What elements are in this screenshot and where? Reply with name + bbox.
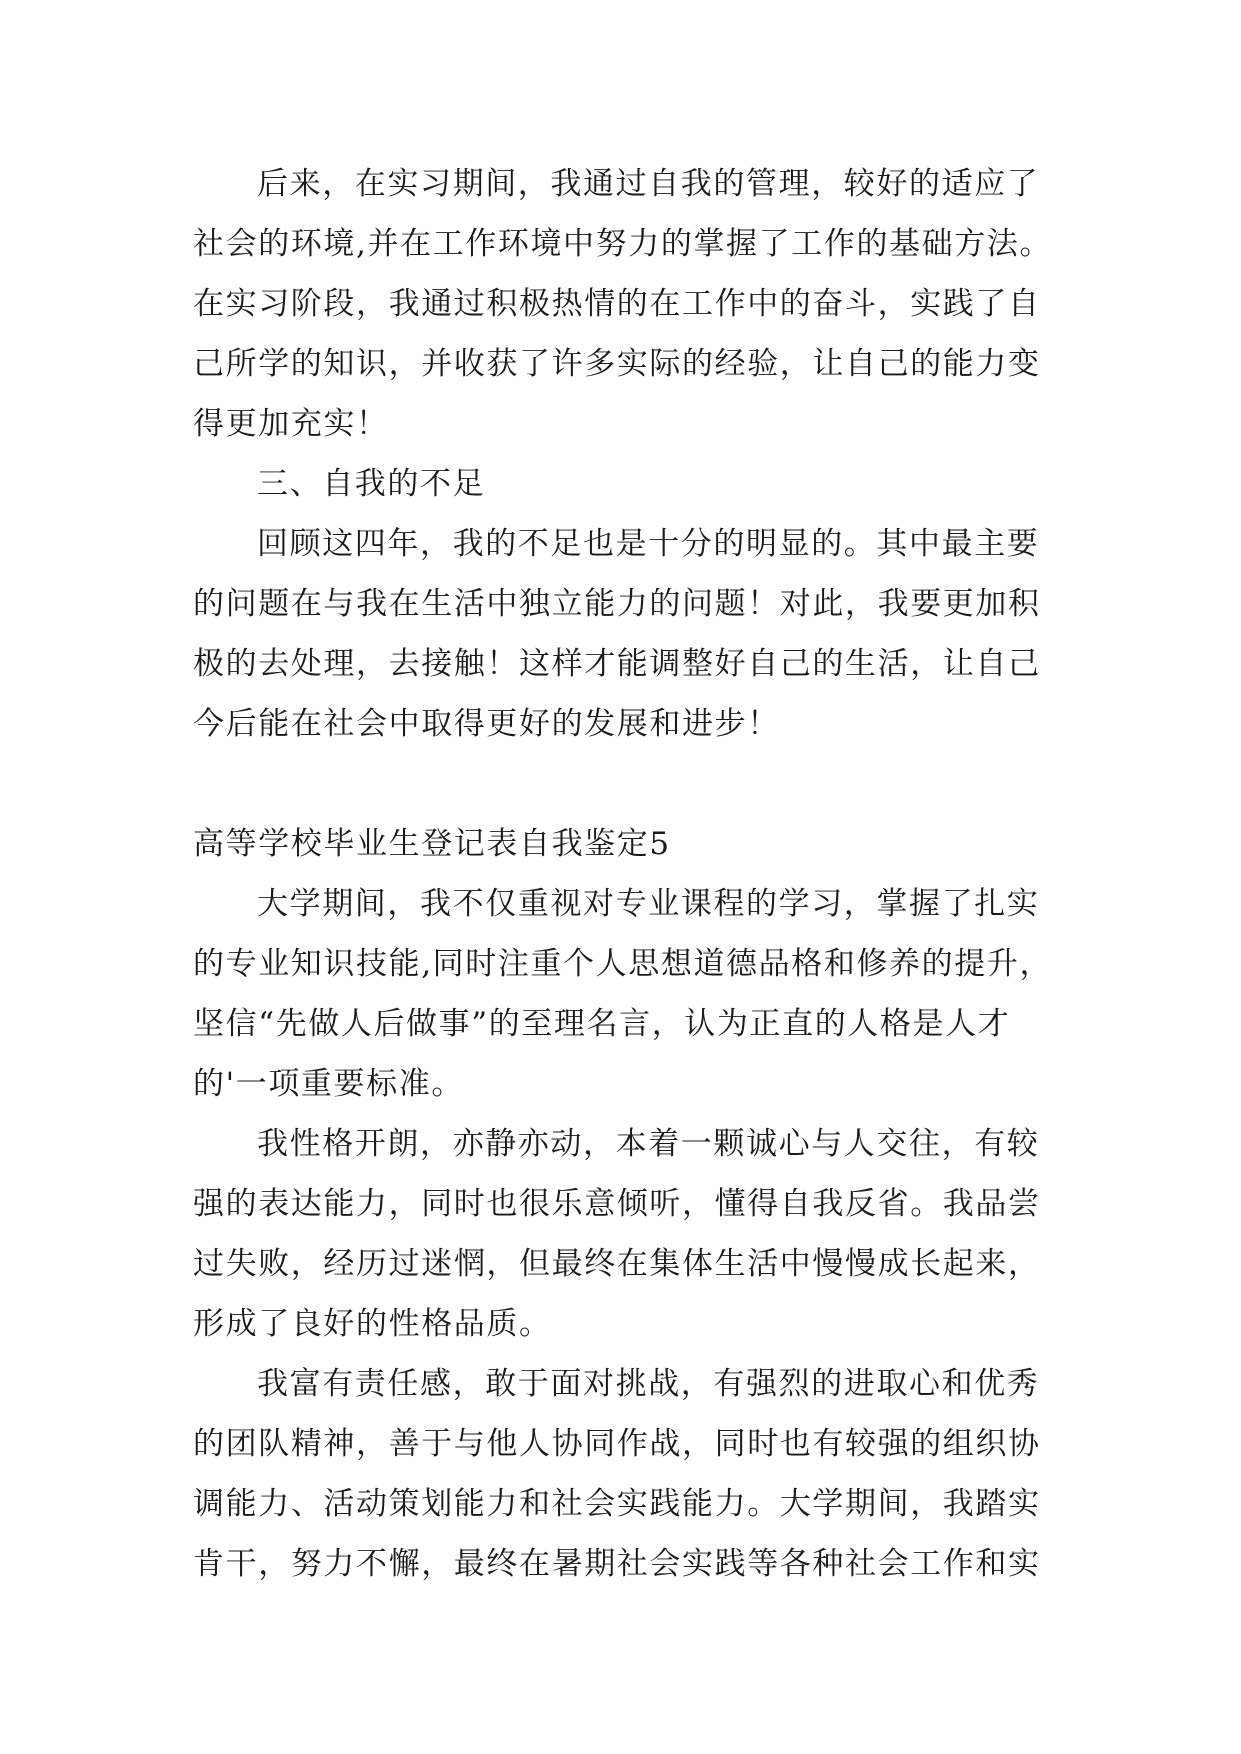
paragraph-line: 在实习阶段，我通过积极热情的在工作中的奋斗，实践了自 xyxy=(193,286,1041,322)
paragraph-line: 后来，在实习期间，我通过自我的管理，较好的适应了 xyxy=(257,166,1040,202)
paragraph-line: 调能力、活动策划能力和社会实践能力。大学期间，我踏实 xyxy=(193,1486,1041,1522)
paragraph-line: 得更加充实！ xyxy=(193,406,389,442)
paragraph-line: 的问题在与我在生活中独立能力的问题！对此，我要更加积 xyxy=(193,586,1041,622)
paragraph-line: 社会的环境,并在工作环境中努力的掌握了工作的基础方法。 xyxy=(193,226,1053,262)
paragraph-line: 我富有责任感，敢于面对挑战，有强烈的进取心和优秀 xyxy=(257,1366,1040,1402)
paragraph-line: 己所学的知识，并收获了许多实际的经验，让自己的能力变 xyxy=(193,346,1041,382)
paragraph-line: 大学期间，我不仅重视对专业课程的学习，掌握了扎实 xyxy=(257,886,1040,922)
paragraph-line: 我性格开朗，亦静亦动，本着一颗诚心与人交往，有较 xyxy=(257,1126,1040,1162)
paragraph-line: 的专业知识技能,同时注重个人思想道德品格和修养的提升， xyxy=(193,946,1053,982)
paragraph-line: 的团队精神，善于与他人协同作战，同时也有较强的组织协 xyxy=(193,1426,1041,1462)
paragraph-line: 的'一项重要标准。 xyxy=(193,1066,464,1102)
paragraph-line: 强的表达能力，同时也很乐意倾听，懂得自我反省。我品尝 xyxy=(193,1186,1041,1222)
paragraph-line: 形成了良好的性格品质。 xyxy=(193,1306,552,1342)
paragraph-line: 过失败，经历过迷惘，但最终在集体生活中慢慢成长起来， xyxy=(193,1246,1041,1282)
paragraph-line: 肯干，努力不懈，最终在暑期社会实践等各种社会工作和实 xyxy=(193,1546,1041,1582)
section-heading: 三、自我的不足 xyxy=(257,466,486,502)
paragraph-line: 坚信“先做人后做事”的至理名言，认为正直的人格是人才 xyxy=(193,1006,1011,1042)
article-title: 高等学校毕业生登记表自我鉴定5 xyxy=(193,826,671,862)
paragraph-line: 今后能在社会中取得更好的发展和进步！ xyxy=(193,706,780,742)
paragraph-line: 极的去处理，去接触！这样才能调整好自己的生活，让自己 xyxy=(193,646,1041,682)
paragraph-line: 回顾这四年，我的不足也是十分的明显的。其中最主要 xyxy=(257,526,1040,562)
